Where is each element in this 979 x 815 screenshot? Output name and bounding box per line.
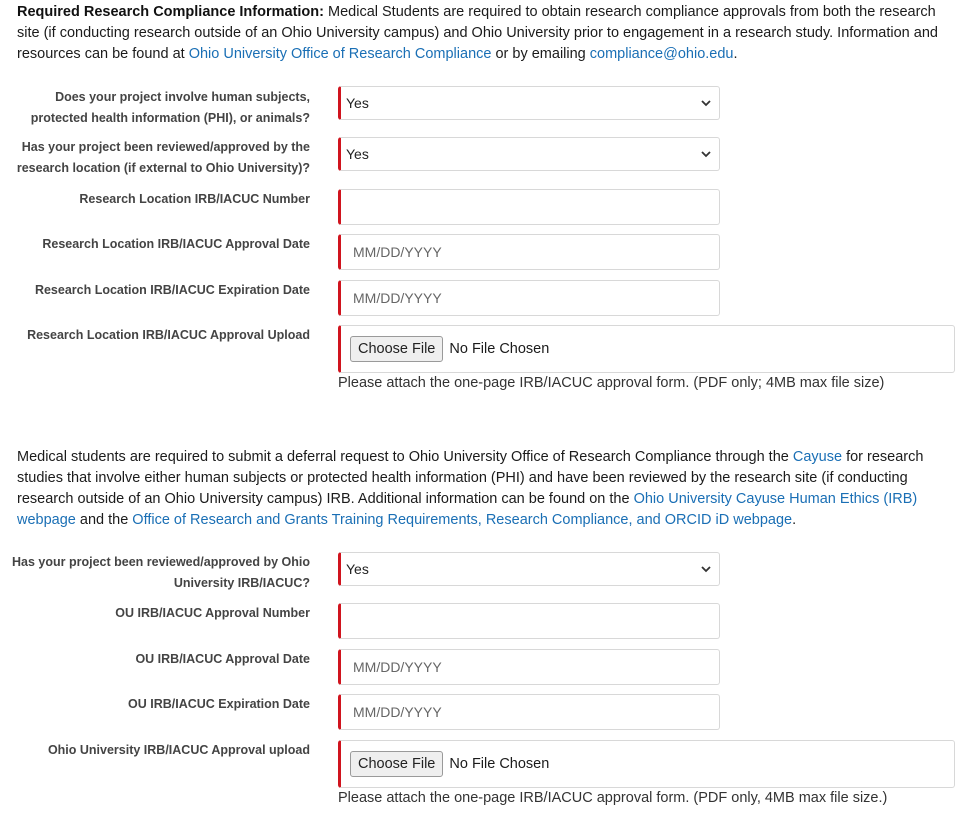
external-approval-select[interactable] (338, 137, 720, 171)
date-placeholder: MM/DD/YYYY (353, 290, 442, 306)
ou-upload-label: Ohio University IRB/IACUC Approval upload (47, 743, 310, 757)
chevron-down-icon (701, 98, 711, 108)
external-approval-label: Has your project been reviewed/approved by the research location (if external to Ohio University)? (16, 140, 310, 175)
location-expiration-date-label: Research Location IRB/IACUC Expiration Date (34, 283, 310, 297)
chevron-down-icon (701, 564, 711, 574)
deferral-paragraph: Medical students are required to submit a deferral request to Ohio University Office of Research Compliance through the Cayuse for research studies that involve either human subjects or protected health information (PHI) and have been reviewed by the research site (if conducting research outside of an Ohio University campus) IRB. Additional information can be found on the Ohio University Cayuse Human Ethics (IRB) webpage and the Office of Research and Grants Training Requirements, Research Compliance, and ORCID iD webpage. (17, 449, 924, 528)
cayuse-link[interactable]: Cayuse (792, 449, 843, 465)
file-status: No File Chosen (449, 756, 550, 772)
location-irb-number-input[interactable] (338, 189, 720, 225)
choose-file-button[interactable]: Choose File (350, 336, 443, 362)
ou-approval-number-input[interactable] (338, 603, 720, 639)
human-subjects-label: Does your project involve human subjects, protected health information (PHI), or animals? (30, 90, 310, 125)
ou-approval-label: Has your project been reviewed/approved by Ohio University IRB/IACUC? (12, 555, 310, 590)
location-upload-label: Research Location IRB/IACUC Approval Upload (27, 328, 310, 342)
ou-approval-value: Yes (346, 561, 369, 577)
intro-text-1: Medical Students are required to obtain research compliance approvals from both the research site (if conducting research outside of an Ohio University campus) and Ohio University prior to engagement in a research study. Information and resources can be found at (17, 4, 938, 62)
ou-approval-number-label: OU IRB/IACUC Approval Number (115, 606, 310, 620)
ou-approval-date-input[interactable] (338, 649, 720, 685)
intro-text-2: or by emailing (491, 46, 590, 62)
orcid-webpage-link[interactable]: Office of Research and Grants Training Requirements, Research Compliance, and ORCID iD webpage (132, 512, 793, 528)
intro-heading: Required Research Compliance Information: (17, 4, 324, 20)
human-subjects-value: Yes (346, 95, 369, 111)
research-compliance-link[interactable]: Ohio University Office of Research Compliance (188, 46, 492, 62)
location-upload-field (338, 325, 955, 373)
ou-approval-select[interactable] (338, 552, 720, 586)
cayuse-irb-webpage-link[interactable]: Ohio University Cayuse Human Ethics (IRB) webpage (17, 491, 918, 528)
intro-text-3: . (733, 46, 738, 62)
ou-approval-date-label: OU IRB/IACUC Approval Date (135, 652, 310, 666)
ou-expiration-date-label: OU IRB/IACUC Expiration Date (128, 697, 310, 711)
ou-upload-field (338, 740, 955, 788)
choose-file-button[interactable]: Choose File (350, 751, 443, 777)
intro-paragraph (17, 2, 947, 65)
compliance-email-link[interactable]: compliance@ohio.edu (589, 46, 734, 62)
upload-hint: Please attach the one-page IRB/IACUC approval form. (PDF only, 4MB max file size.) (338, 790, 888, 806)
ou-expiration-date-input[interactable] (338, 694, 720, 730)
location-expiration-date-input[interactable] (338, 280, 720, 316)
upload-hint: Please attach the one-page IRB/IACUC approval form. (PDF only; 4MB max file size) (338, 375, 885, 391)
location-irb-number-label: Research Location IRB/IACUC Number (79, 192, 310, 206)
date-placeholder: MM/DD/YYYY (353, 704, 442, 720)
date-placeholder: MM/DD/YYYY (353, 244, 442, 260)
location-approval-date-input[interactable] (338, 234, 720, 270)
date-placeholder: MM/DD/YYYY (353, 659, 442, 675)
chevron-down-icon (701, 149, 711, 159)
location-approval-date-label: Research Location IRB/IACUC Approval Date (42, 237, 310, 251)
human-subjects-select[interactable] (338, 86, 720, 120)
external-approval-value: Yes (346, 146, 369, 162)
file-status: No File Chosen (449, 341, 550, 357)
